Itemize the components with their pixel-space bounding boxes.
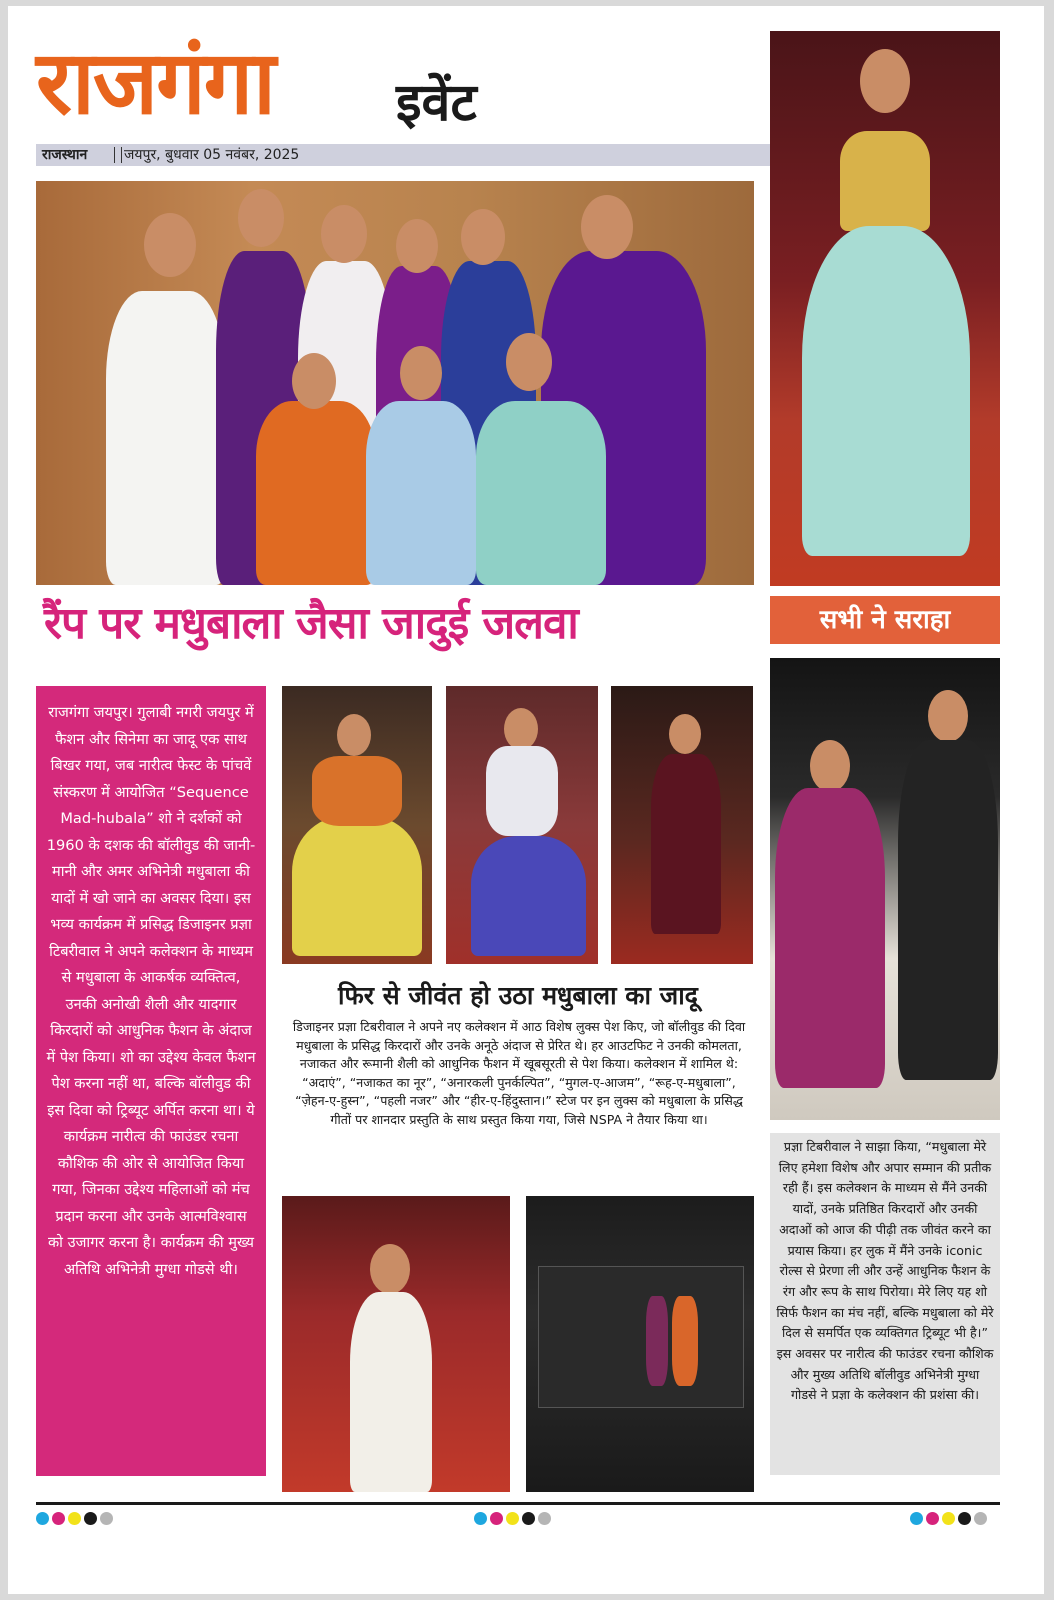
dateline-state: राजस्थान — [42, 147, 88, 163]
newspaper-page — [8, 6, 1044, 1594]
group-photo — [36, 181, 754, 585]
quote-text: प्रज्ञा टिबरीवाल ने साझा किया, “मधुबाला मेरे लिए हमेशा विशेष और अपार सम्मान की प्रतीक रही हैं। इस कलेक्शन के माध्यम से मैंने उनकी यादों, उनके प्रतिष्ठित किरदारों और उनकी अदाओं को आज की पीढ़ी तक जीवंत करने का प्रयास किया। हर लुक में मैंने उनके iconic रोल्स से प्रेरणा ली और उन्हें आधुनिक फैशन के रंग और रूप के साथ पिरोया। मेरे लिए यह शो सिर्फ फैशन का मंच नहीं, बल्कि मधुबाला को मेरे दिल से समर्पित एक व्यक्तिगत ट्रिब्यूट भी है।” इस अवसर पर नारीत्व की फाउंडर रचना कौशिक और मुख्य अतिथि बॉलीवुड अभिनेत्री मुग्धा गोडसे ने प्रज्ञा के कलेक्शन की प्रशंसा की। — [776, 1139, 994, 1403]
section-title: इवेंट — [396, 73, 477, 133]
masthead — [36, 28, 778, 138]
registration-marks-center — [474, 1510, 554, 1524]
footer-rule — [36, 1502, 1000, 1505]
dateline — [36, 144, 778, 166]
ramp-photo-yellow — [282, 686, 432, 964]
ramp-photo-maroon — [611, 686, 753, 964]
designer-photo-white-saree — [282, 1196, 510, 1492]
registration-marks-left — [36, 1510, 116, 1524]
side-tag: सभी ने सराहा — [770, 596, 1000, 644]
quote-box — [770, 1133, 1000, 1475]
guests-photo — [770, 658, 1000, 1120]
registration-marks-right — [910, 1510, 990, 1524]
model-photo-lehenga — [770, 31, 1000, 586]
dateline-date: जयपुर, बुधवार 05 नवंबर, 2025 — [124, 147, 300, 163]
ramp-photo-blue — [446, 686, 598, 964]
lead-column-text: राजगंगा जयपुर। गुलाबी नगरी जयपुर में फैशन और सिनेमा का जादू एक साथ बिखर गया, जब नारीत्व फेस्ट के पांचवें संस्करण में आयोजित “Sequence Mad-hubala” शो ने दर्शकों को 1960 के दशक की बॉलीवुड की जानी-मानी और अमर अभिनेत्री मधुबाला की यादों में खो जाने का अवसर दिया। इस भव्य कार्यक्रम में प्रसिद्ध डिजाइनर प्रज्ञा टिबरीवाल ने अपने कलेक्शन के माध्यम से मधुबाला के आकर्षक व्यक्तित्व, उनकी अनोखी शैली और यादगार किरदारों को आधुनिक फैशन के अंदाज में पेश किया। शो का उद्देश्य केवल फैशन पेश करना नहीं था, बल्कि बॉलीवुड की इस दिवा को ट्रिब्यूट अर्पित करना था। ये कार्यक्रम नारीत्व की फाउंडर रचना कौशिक की ओर से आयोजित किया गया, जिनका उद्देश्य महिलाओं को मंच प्रदान करना और उनके आत्मविश्वास को उजागर करना है। कार्यक्रम की मुख्य अतिथि अभिनेत्री मुग्धा गोडसे थी। — [46, 704, 256, 1278]
article-body: डिजाइनर प्रज्ञा टिबरीवाल ने अपने नए कलेक्शन में आठ विशेष लुक्स पेश किए, जो बॉलीवुड की दिवा मधुबाला के प्रसिद्ध किरदारों और उनके अनूठे अंदाज से प्रेरित थे। हर आउटफिट ने उनकी कोमलता, नजाकत और रूमानी शैली को आधुनिक फैशन में खूबसूरती से पेश किया। कलेक्शन में शामिल थे: “अदाएं”, “नजाकत का नूर”, “अनारकली पुनर्कल्पित”, “मुगल-ए-आजम”, “रूह-ए-मधुबाला”, “ज़ेहन-ए-हुस्न”, “पहली नजर” और “हीर-ए-हिंदुस्तान।” स्टेज पर इन लुक्स को मधुबाला के प्रसिद्ध गीतों पर शानदार प्रस्तुति के साथ प्रस्तुत किया गया, जिसे NSPA ने तैयार किया था। — [292, 1019, 746, 1127]
lead-column — [36, 686, 266, 1476]
dateline-divider — [114, 147, 122, 163]
brand-logo: राजगंगा — [36, 31, 274, 134]
stage-photo — [526, 1196, 754, 1492]
subheadline: फिर से जीवंत हो उठा मधुबाला का जादू — [338, 981, 698, 1010]
headline: रैंप पर मधुबाला जैसा जादुई जलवा — [44, 598, 578, 649]
